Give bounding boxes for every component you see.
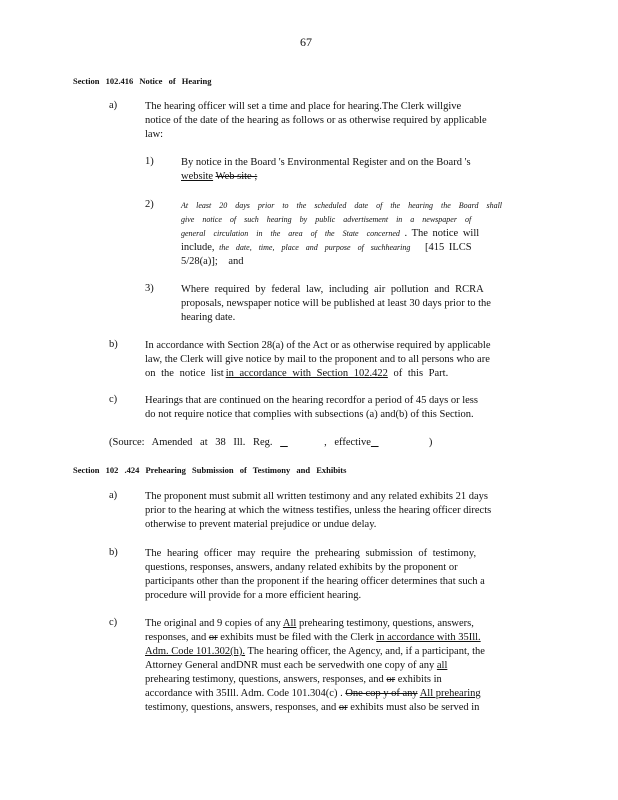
source-note	[109, 436, 509, 450]
normal-text: of this Part.	[393, 368, 449, 379]
text-line: The hearing officer will set a time and place for hearing.The Clerk willgive	[145, 101, 462, 112]
item-1-label: 1)	[145, 156, 154, 167]
item-2-label: 2)	[145, 199, 154, 210]
subsection-b-label: b)	[109, 547, 118, 558]
normal-text: The hearing officer, the Agency, and, if a participant, the	[247, 646, 485, 657]
normal-text: The original and 9 copies of any	[145, 618, 281, 629]
normal-text: prehearing testimony, questions, answers, responses, and	[145, 674, 384, 685]
source-text: )	[428, 437, 433, 448]
subsection-b-text	[145, 547, 535, 603]
subsection-c-label: c)	[109, 394, 118, 405]
section-heading-102-416: Section 102.416 Notice of Hearing	[73, 76, 212, 86]
subsection-c-text	[145, 394, 535, 422]
page-number: 67	[300, 35, 312, 49]
item-1-text	[181, 156, 511, 184]
blank-line	[280, 436, 324, 450]
deleted-text: or	[208, 632, 218, 643]
inserted-text: All	[282, 618, 297, 629]
source-text: , effective	[324, 437, 371, 448]
text-line	[181, 170, 511, 184]
text-line: The proponent must submit all written testimony and any related exhibits 21 days	[145, 491, 488, 502]
text-line: 5/28(a)]; and	[181, 256, 244, 267]
text-line: Hearings that are continued on the hearing recordfor a period of 45 days or less	[145, 395, 478, 406]
normal-text: responses, and	[145, 632, 207, 643]
subsection-b-label: b)	[109, 339, 118, 350]
normal-text: accordance with 35Ill. Adm. Code 101.304(c) .	[145, 688, 343, 699]
subsection-a-label: a)	[109, 490, 118, 501]
text-line: hearing date.	[181, 312, 236, 323]
inserted-text: Adm. Code 101.302(h).	[145, 646, 246, 657]
text-line: By notice in the Board 's Environmental Register and on the Board 's	[181, 157, 471, 168]
text-line: The hearing officer may require the prehearing submission of testimony,	[145, 548, 477, 559]
inserted-text: All prehearing	[419, 688, 481, 699]
subsection-a-label: a)	[109, 100, 118, 111]
deleted-text: or	[386, 674, 396, 685]
text-line: prior to the hearing at which the witness testifies, unless the hearing officer directs	[145, 505, 492, 516]
normal-text: . The notice will	[404, 228, 480, 239]
text-line: procedure will provide for a more efficient hearing.	[145, 590, 362, 601]
small-text: the date, time, place and purpose of suchhearing	[219, 243, 411, 252]
deleted-text: Web site ;	[215, 171, 258, 182]
text-line: Where required by federal law, including air pollution and RCRA	[181, 284, 484, 295]
text-line: questions, responses, answers, andany related exhibits by the proponent or	[145, 562, 458, 573]
text-line: proposals, newspaper notice will be published at least 30 days prior to the	[181, 298, 491, 309]
text-line: At least 20 days prior to the scheduled date of the hearing the Board shall	[181, 201, 503, 210]
deleted-text: or	[338, 702, 348, 713]
normal-text: prehearing testimony, questions, answers,	[298, 618, 474, 629]
item-3-label: 3)	[145, 283, 154, 294]
item-2-text	[181, 199, 533, 269]
text-line	[145, 687, 539, 701]
text-line: give notice of such hearing by public advertisement in a newspaper of	[181, 215, 472, 224]
text-line	[181, 227, 533, 241]
text-line	[145, 617, 539, 631]
normal-text: exhibits in	[397, 674, 442, 685]
blank-line	[371, 436, 429, 450]
text-line	[145, 659, 539, 673]
inserted-text: in accordance with Section 102.422	[225, 368, 388, 379]
text-line: otherwise to prevent material prejudice or undue delay.	[145, 519, 377, 530]
text-line: do not require notice that complies with subsections (a) and(b) of this Section.	[145, 409, 474, 420]
text-line	[145, 367, 535, 381]
item-3-text	[181, 283, 535, 325]
small-text: general circulation in the area of the State concerned	[181, 229, 400, 238]
citation-text: [415 ILCS	[424, 242, 472, 253]
text-line: In accordance with Section 28(a) of the Act or as otherwise required by applicable	[145, 340, 491, 351]
section-heading-102-424: Section 102 .424 Prehearing Submission of Testimony and Exhibits	[73, 465, 347, 475]
normal-text: include,	[181, 242, 215, 253]
normal-text: testimony, questions, answers, responses, and	[145, 702, 337, 713]
source-text: (Source: Amended at 38 Ill. Reg.	[109, 437, 273, 448]
text-line: notice of the date of the hearing as follows or as otherwise required by applicable	[145, 115, 487, 126]
inserted-text: website	[181, 171, 214, 182]
text-line	[145, 701, 539, 715]
text-line	[145, 645, 539, 659]
inserted-text: all	[436, 660, 448, 671]
subsection-b-text	[145, 339, 535, 381]
text-line	[145, 631, 539, 645]
subsection-c-text	[145, 617, 539, 715]
text-line	[145, 673, 539, 687]
text-line: participants other than the proponent if the hearing officer determines that such a	[145, 576, 485, 587]
subsection-a-text	[145, 100, 529, 142]
subsection-a-text	[145, 490, 535, 532]
subsection-c-label: c)	[109, 617, 118, 628]
normal-text: exhibits must also be served in	[350, 702, 480, 713]
deleted-text: One cop y of any	[345, 688, 418, 699]
normal-text: exhibits must be filed with the Clerk	[220, 632, 374, 643]
normal-text: on the notice list	[145, 368, 224, 379]
text-line: law:	[145, 129, 164, 140]
inserted-text: in accordance with 35Ill.	[376, 632, 481, 643]
normal-text: Attorney General andDNR must each be servedwith one copy of any	[145, 660, 435, 671]
text-line	[109, 436, 509, 450]
text-line: law, the Clerk will give notice by mail to the proponent and to all persons who are	[145, 354, 490, 365]
text-line	[181, 241, 533, 255]
